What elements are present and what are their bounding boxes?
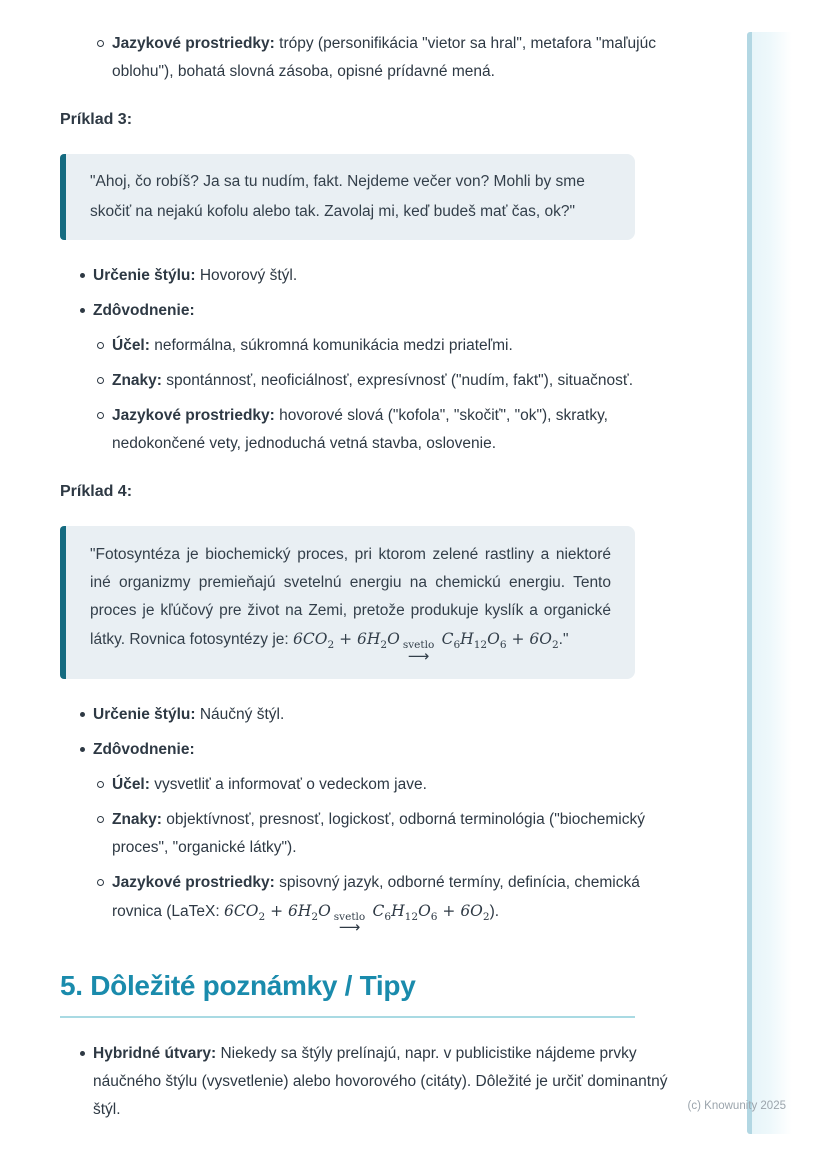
sub-list bbox=[93, 332, 668, 458]
list-item bbox=[60, 30, 668, 86]
bullet-label: Jazykové prostriedky: bbox=[112, 35, 275, 52]
bullet-text: Náučný štýl. bbox=[199, 705, 285, 723]
sub-list bbox=[93, 771, 668, 936]
list-item bbox=[93, 771, 668, 799]
list-item bbox=[60, 701, 668, 729]
list-item-text bbox=[112, 367, 633, 395]
circle-bullet-icon bbox=[97, 781, 104, 788]
dot-bullet-icon bbox=[80, 308, 85, 313]
dot-bullet-icon bbox=[80, 747, 85, 752]
bullet-label: Znaky: bbox=[112, 372, 162, 389]
bullet-label: Zdôvodnenie: bbox=[93, 302, 195, 319]
list-item-text bbox=[93, 701, 284, 729]
bullet-label: Určenie štýlu: bbox=[93, 267, 196, 284]
section-title-underline bbox=[60, 1016, 635, 1018]
reaction-arrow-label: svetlo bbox=[402, 639, 435, 651]
list-item-text bbox=[93, 262, 297, 290]
right-arrow-icon: ⟶ bbox=[338, 918, 361, 936]
chemical-formula-right: $C_6H_{12}O_6 + 6O_2$ bbox=[441, 630, 559, 652]
bullet-label: Jazykové prostriedky: bbox=[112, 873, 275, 891]
bullet-text: spontánnosť, neoficiálnosť, expresívnosť ("nudím, fakt"), situačnosť. bbox=[166, 372, 634, 389]
bullet-label: Účel: bbox=[112, 337, 150, 354]
bullet-text: Niekedy sa štýly prelínajú, napr. v publicistike nájdeme prvky náučného štýlu (vysvetlenie) alebo hovorového (citáty). Dôležité je určiť dominantný štýl. bbox=[93, 1045, 668, 1118]
list-item bbox=[60, 262, 668, 290]
list-item bbox=[93, 402, 668, 458]
bullet-label: Účel: bbox=[112, 775, 150, 793]
dot-bullet-icon bbox=[80, 273, 85, 278]
list-item bbox=[93, 806, 668, 862]
section5-title: 5. Dôležité poznámky / Tipy bbox=[60, 970, 416, 1001]
example3-quote-block bbox=[60, 154, 635, 240]
bullet-label: Hybridné útvary: bbox=[93, 1045, 217, 1062]
list-item bbox=[93, 869, 668, 936]
chemical-formula-right: $C_6H_{12}O_6 + 6O_2$ bbox=[372, 901, 490, 923]
example4-quote-block bbox=[60, 526, 635, 679]
copyright-footer: (c) Knowunity 2025 bbox=[687, 1100, 786, 1112]
decorative-side-bar bbox=[747, 32, 792, 1134]
bullet-text: Hovorový štýl. bbox=[199, 267, 298, 284]
list-item-text bbox=[112, 869, 668, 936]
bullet-label: Zdôvodnenie: bbox=[93, 740, 195, 758]
circle-bullet-icon bbox=[97, 40, 104, 47]
list-item-text bbox=[112, 332, 513, 360]
quote-text: "Ahoj, čo robíš? Ja sa tu nudím, fakt. Nejdeme večer von? Mohli by sme skočiť na nejakú kofolu alebo tak. Zavolaj mi, keď budeš mať čas, ok?" bbox=[90, 173, 585, 220]
list-item-text bbox=[112, 402, 668, 458]
circle-bullet-icon bbox=[97, 412, 104, 419]
circle-bullet-icon bbox=[97, 342, 104, 349]
list-item-text bbox=[93, 297, 668, 458]
reaction-arrow bbox=[403, 640, 434, 664]
list-item-text bbox=[93, 736, 668, 936]
document-content bbox=[60, 30, 668, 1124]
chemical-formula-left: $6CO_2 + 6H_2O$ bbox=[224, 901, 331, 923]
bullet-label: Jazykové prostriedky: bbox=[112, 407, 275, 424]
list-item bbox=[60, 297, 668, 458]
circle-bullet-icon bbox=[97, 816, 104, 823]
right-arrow-icon: ⟶ bbox=[407, 646, 430, 665]
bullet-text: hovorové slová ("kofola", "skočiť", "ok"), skratky, nedokončené vety, jednoduchá vetná stavba, oslovenie. bbox=[112, 407, 608, 452]
dot-bullet-icon bbox=[80, 1051, 85, 1056]
bullet-text: neformálna, súkromná komunikácia medzi priateľmi. bbox=[154, 337, 513, 354]
dot-bullet-icon bbox=[80, 712, 85, 717]
quote-text-end: ." bbox=[558, 631, 569, 648]
list-item-text bbox=[112, 30, 668, 86]
bullet-text: vysvetliť a informovať o vedeckom jave. bbox=[154, 775, 427, 793]
list-item-text bbox=[112, 771, 427, 799]
circle-bullet-icon bbox=[97, 879, 104, 886]
reaction-arrow-label: svetlo bbox=[333, 910, 366, 923]
example3-heading: Príklad 3: bbox=[60, 111, 133, 128]
example4-heading: Príklad 4: bbox=[60, 483, 133, 500]
bullet-text: trópy (personifikácia "vietor sa hral", metafora "maľujúc oblohu"), bohatá slovná zásoba, opisné prídavné mená. bbox=[112, 35, 656, 80]
section5-list bbox=[60, 1040, 668, 1124]
list-item bbox=[60, 736, 668, 936]
example3-analysis-list bbox=[60, 262, 668, 458]
bullet-label: Určenie štýlu: bbox=[93, 705, 196, 723]
list-item bbox=[93, 367, 668, 395]
list-item bbox=[60, 1040, 668, 1124]
list-item-text bbox=[93, 1040, 668, 1124]
reaction-arrow bbox=[334, 912, 365, 936]
quote-text: "Fotosyntéza je biochemický proces, pri ktorom zelené rastliny a niektoré iné organizmy premieňajú svetelnú energiu na chemickú energiu. Tento proces je kľúčový pre život na Zemi, pretože produkuje kyslík a organické látky. Rovnica fotosyntézy je: bbox=[90, 546, 611, 648]
chemical-formula-left: $6CO_2 + 6H_2O$ bbox=[293, 630, 400, 652]
bullet-text: objektívnosť, presnosť, logickosť, odborná terminológia ("biochemický proces", "organické látky"). bbox=[112, 810, 645, 856]
bullet-text-end: ). bbox=[489, 902, 500, 920]
example4-analysis-list bbox=[60, 701, 668, 936]
list-item bbox=[93, 332, 668, 360]
bullet-text: spisovný jazyk, odborné termíny, definícia, chemická rovnica (LaTeX: bbox=[112, 873, 640, 920]
circle-bullet-icon bbox=[97, 377, 104, 384]
list-item-text bbox=[112, 806, 668, 862]
bullet-label: Znaky: bbox=[112, 810, 162, 828]
